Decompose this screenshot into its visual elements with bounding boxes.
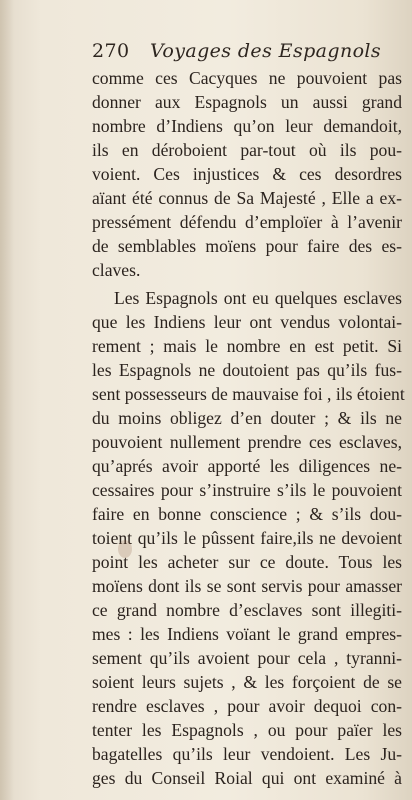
text-line: moïens dont ils se sont servis pour amasser — [92, 576, 402, 596]
text-line: sent possesseurs de mauvaise foi , ils étoient — [92, 384, 405, 404]
text-line: Les Espagnols ont eu quelques esclaves — [114, 288, 402, 308]
text-line: rendre esclaves , pour avoir dequoi con- — [92, 696, 402, 716]
text-line: que les Indiens leur ont vendus volontai- — [92, 312, 402, 332]
text-line: pressément défendu d’emploïer à l’avenir — [92, 212, 402, 232]
text-line: pouvoient nullement prendre ces esclaves, — [92, 432, 402, 452]
text-line: voient. Ces injustices & ces desordres — [92, 164, 402, 184]
text-line: donner aux Espagnols un aussi grand — [92, 92, 402, 112]
text-line: qu’aprés avoir apporté les diligences ne- — [92, 456, 402, 476]
text-line: ges du Conseil Roial qui ont examiné à — [92, 768, 402, 788]
text-line: de semblables moïens pour faire des es- — [92, 236, 402, 256]
text-line: soient leurs sujets , & les forçoient de se — [92, 672, 402, 692]
text-line: bagatelles qu’ils leur vendoient. Les Ju- — [92, 744, 402, 764]
running-head — [92, 40, 402, 66]
running-title: Voyages des Espagnols — [150, 40, 382, 62]
text-line: faire en bonne conscience ; & s’ils dou- — [92, 504, 402, 524]
text-line: cessaires pour s’instruire s’ils le pouvoient — [92, 480, 402, 500]
text-line: sement qu’ils avoient pour cela , tyranni- — [92, 648, 402, 668]
text-line: toient qu’ils le pûssent faire,ils ne devoient — [92, 528, 402, 548]
text-line: ils en déroboient par-tout où ils pou- — [92, 140, 402, 160]
text-line: les Espagnols ne doutoient pas qu’ils fus- — [92, 360, 402, 380]
text-line: ce grand nombre d’esclaves sont illegiti- — [92, 600, 402, 620]
text-line: du moins obligez d’en douter ; & ils ne — [92, 408, 402, 428]
text-line: tenter les Espagnols , ou pour païer les — [92, 720, 402, 740]
text-line: mes : les Indiens voïant le grand empres- — [92, 624, 402, 644]
text-line: aïant été connus de Sa Majesté , Elle a ex- — [92, 188, 402, 208]
text-line: nombre d’Indiens qu’on leur demandoit, — [92, 116, 402, 136]
page-gutter-shadow — [0, 0, 14, 800]
ink-stain — [118, 540, 132, 558]
page-number: 270 — [92, 40, 130, 62]
text-line: comme ces Cacyques ne pouvoient pas — [92, 68, 402, 88]
text-line: point les acheter sur ce doute. Tous les — [92, 552, 402, 572]
text-line: rement ; mais le nombre en est petit. Si — [92, 336, 402, 356]
text-line: claves. — [92, 260, 141, 280]
